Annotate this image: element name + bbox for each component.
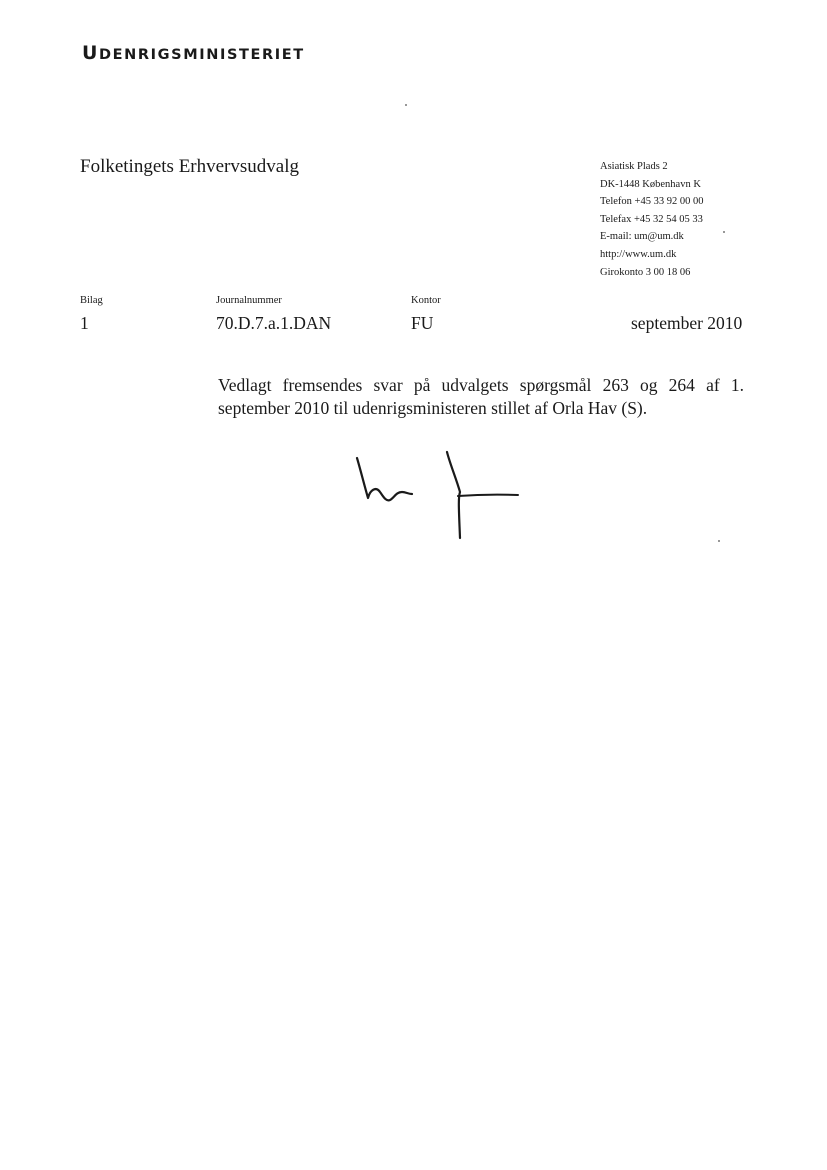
bilag-value: 1	[80, 313, 89, 333]
handwritten-signature	[350, 446, 530, 546]
address-city: DK-1448 København K	[600, 178, 701, 190]
ministry-letterhead	[82, 42, 305, 64]
recipient: Folketingets Erhvervsudvalg	[80, 156, 299, 177]
journal-value: 70.D.7.a.1.DAN	[216, 313, 332, 333]
address-giro: Girokonto 3 00 18 06	[600, 266, 691, 278]
journal-label: Journalnummer	[216, 295, 282, 306]
scan-speck	[405, 104, 407, 106]
scan-speck	[723, 231, 725, 233]
bilag-label: Bilag	[80, 295, 103, 306]
address-street: Asiatisk Plads 2	[600, 161, 668, 172]
letterhead-initial: U	[82, 42, 100, 64]
kontor-value: FU	[411, 313, 434, 333]
sender-address-block	[600, 158, 703, 281]
address-web: http://www.um.dk	[600, 248, 677, 260]
scan-speck	[718, 540, 720, 542]
letter-body: Vedlagt fremsendes svar på udvalgets spørgsmål 263 og 264 af 1. september 2010 til udenrigsministeren stillet af Orla Hav (S).	[218, 375, 744, 418]
kontor-label: Kontor	[411, 295, 441, 306]
letterhead-rest: DENRIGSMINISTERIET	[99, 47, 305, 63]
address-phone: Telefon +45 33 92 00 00	[600, 196, 704, 208]
address-fax: Telefax +45 32 54 05 33	[600, 213, 703, 225]
letter-date: september 2010	[631, 313, 743, 333]
address-email: E-mail: um@um.dk	[600, 231, 684, 243]
